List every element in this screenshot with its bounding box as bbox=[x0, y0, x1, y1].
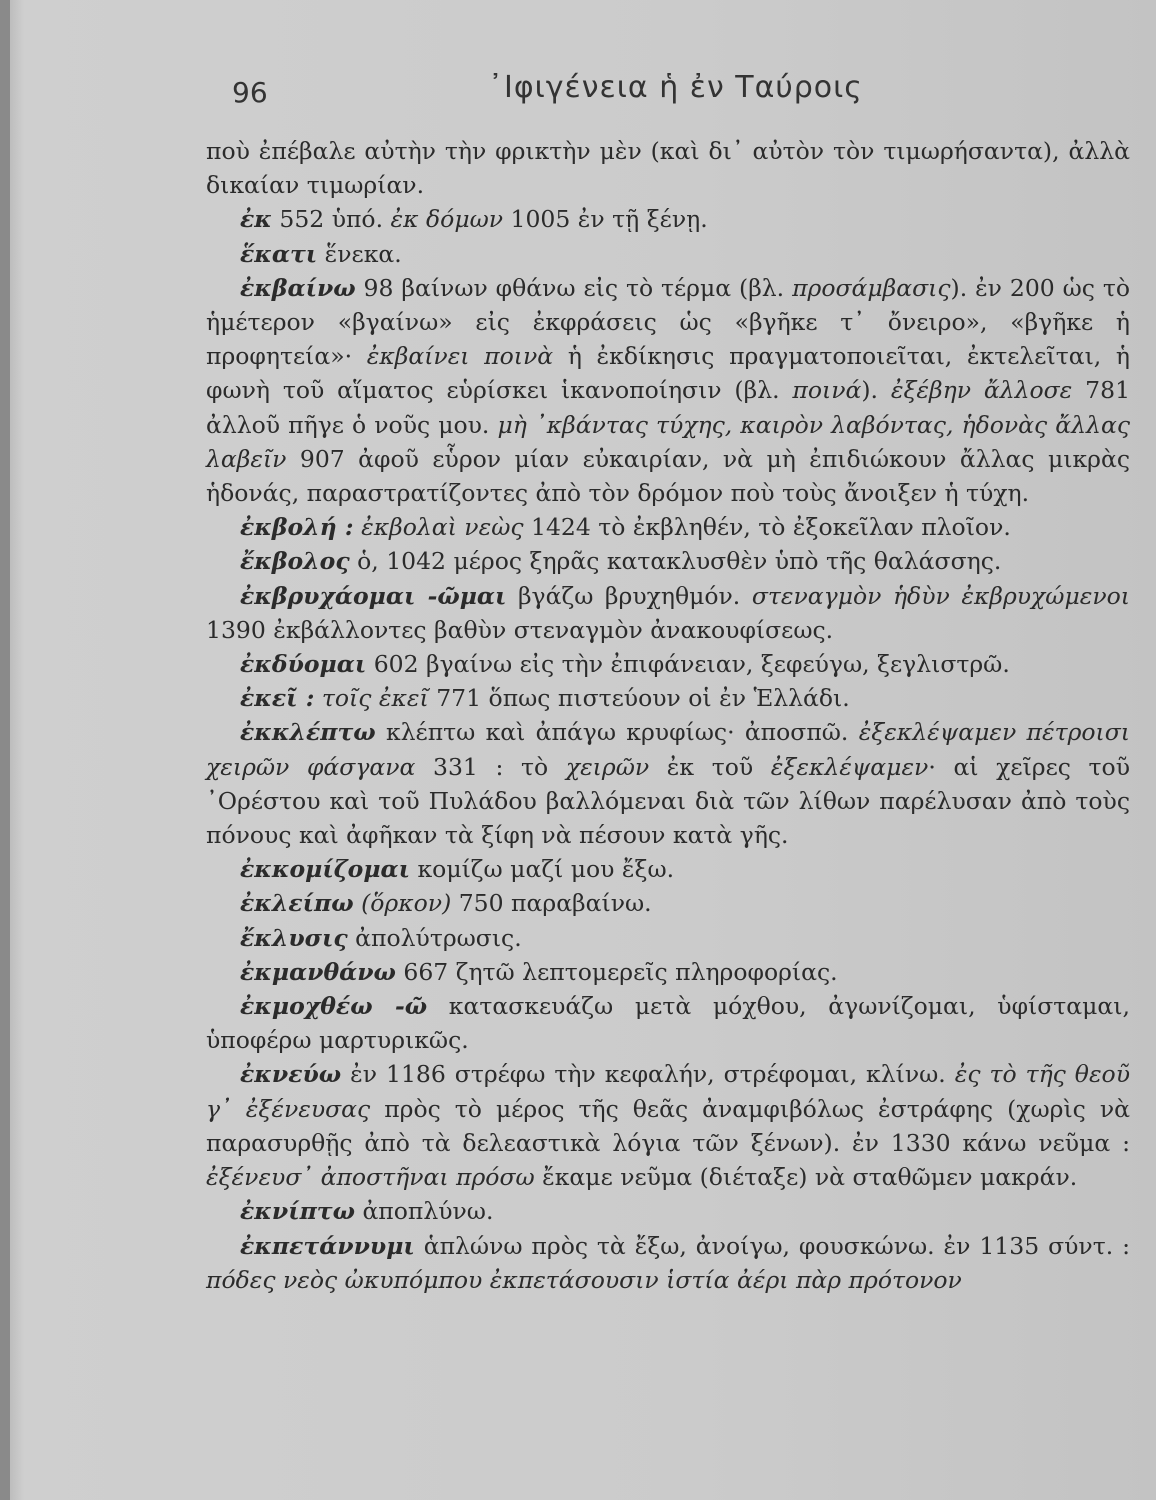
entry-quotation: στεναγμὸν ἡδὺν ἐκβρυχώμενοι bbox=[751, 581, 1130, 610]
entry-text: 1390 ἐκβάλλοντες βαθὺν στεναγμὸν ἀνακουφίσεως. bbox=[206, 615, 834, 644]
page-header bbox=[10, 70, 1156, 120]
entry-quotation: ἐκβολαὶ νεὼς bbox=[361, 513, 524, 542]
entry-text: πρὸς τὸ μέρος τῆς θεᾶς ἀναμφιβόλως ἐστράφης (χωρὶς νὰ παρασυρθῇς ἀπὸ τὰ δελεαστικὰ λόγια τῶν ξένων). ἐν 1330 κάνω νεῦμα : bbox=[206, 1094, 1130, 1157]
running-title: ᾿Ιφιγένεια ἡ ἐν Ταύροις bbox=[488, 70, 863, 105]
entry-headword: ἐκμοχθέω -ῶ bbox=[240, 992, 428, 1021]
entry-quotation: μὴ ᾽κβάντας τύχης, καιρὸν λαβόντας, ἡδονὰς ἄλλας λαβεῖν bbox=[206, 410, 1130, 473]
glossary-entry bbox=[206, 1229, 1130, 1297]
entry-headword: ἐκβρυχάομαι -ῶμαι bbox=[240, 581, 507, 610]
entry-quotation: ἐξένευσ᾽ ἀποστῆναι πρόσω bbox=[206, 1163, 535, 1192]
entry-headword: ἐκνίπτω bbox=[240, 1197, 355, 1226]
glossary-entry bbox=[206, 715, 1130, 852]
entry-headword: ἐκ bbox=[240, 205, 272, 234]
entry-headword: ἐκδύομαι bbox=[240, 650, 367, 679]
entry-quotation: (ὅρκον) bbox=[361, 889, 452, 918]
entry-text: 667 ζητῶ λεπτομερεῖς πληροφορίας. bbox=[395, 957, 838, 986]
entry-text: ἀπολύτρωσις. bbox=[347, 923, 522, 952]
entry-text: 781 ἀλλοῦ πῆγε ὁ νοῦς μου. bbox=[206, 376, 1131, 439]
glossary-entry bbox=[206, 544, 1130, 578]
entry-text: ὁ, 1042 μέρος ξηρᾶς κατακλυσθὲν ὑπὸ τῆς θαλάσσης. bbox=[349, 547, 1002, 576]
entry-text bbox=[354, 513, 361, 541]
entry-text: ἀποπλύνω. bbox=[354, 1197, 494, 1226]
entry-text: ἐκ τοῦ bbox=[649, 752, 771, 781]
entry-quotation: ποινά bbox=[792, 376, 862, 405]
entry-text: κατασκευάζω μετὰ μόχθου, ἀγωνίζομαι, ὑφίσταμαι, ὑποφέρω μαρτυρικῶς. bbox=[206, 992, 1130, 1055]
entry-headword: ἐκβολή : bbox=[240, 513, 354, 542]
entry-text: 771 ὅπως πιστεύουν οἱ ἐν Ἑλλάδι. bbox=[428, 684, 850, 713]
entry-quotation: τοῖς ἐκεῖ bbox=[321, 684, 429, 713]
entry-text: ἕνεκα. bbox=[317, 239, 402, 268]
entry-text: · αἱ χεῖρες τοῦ ᾽Ορέστου καὶ τοῦ Πυλάδου βαλλόμεναι διὰ τῶν λίθων παρέλυσαν ἀπὸ τοὺς πόνους καὶ ἀφῆκαν τὰ ξίφη νὰ πέσουν κατὰ γῆς. bbox=[206, 752, 1130, 850]
entry-text: ἡ ἐκδίκησις πραγματοποιεῖται, ἐκτελεῖται, ἡ φωνὴ τοῦ αἵματος εὑρίσκει ἱκανοποίησιν (βλ. bbox=[206, 342, 1130, 405]
entry-quotation: πόδες νεὸς ὠκυπόμπου ἐκπετάσουσιν ἱστία ἀέρι πὰρ πρότονον bbox=[206, 1265, 962, 1294]
entry-quotation: ἐκ δόμων bbox=[390, 205, 504, 234]
entry-headword: ἐκεῖ : bbox=[240, 684, 315, 713]
entry-headword: ἕκατι bbox=[240, 239, 318, 268]
entry-headword: ἐκκλέπτω bbox=[240, 718, 376, 747]
entry-headword: ἐκνεύω bbox=[240, 1060, 342, 1089]
entry-headword: ἐκμανθάνω bbox=[240, 957, 396, 986]
entry-headword: ἔκβολος bbox=[240, 547, 350, 576]
entry-quotation: ἐξέβην ἄλλοσε bbox=[890, 376, 1073, 405]
entry-text: 602 βγαίνω εἰς τὴν ἐπιφάνειαν, ξεφεύγω, ξεγλιστρῶ. bbox=[366, 650, 1010, 679]
glossary-entry-continuation bbox=[206, 134, 1130, 202]
entry-text bbox=[314, 684, 321, 712]
entry-text: ). ἐν 200 ὡς τὸ ἡμέτερον «βγαίνω» εἰς ἐκφράσεις ὡς «βγῆκε τ᾽ ὄνειρο», «βγῆκε ἡ προφητεία»· bbox=[206, 273, 1131, 371]
glossary-entry bbox=[206, 989, 1130, 1057]
entry-text: ἐν 1186 στρέφω τὴν κεφαλήν, στρέφομαι, κλίνω. bbox=[341, 1060, 955, 1089]
glossary-entry bbox=[206, 579, 1130, 647]
entry-text: κομίζω μαζί μου ἔξω. bbox=[410, 855, 675, 884]
entry-text: ποὺ ἐπέβαλε αὐτὴν τὴν φρικτὴν μὲν (καὶ δι᾽ αὐτὸν τὸν τιμωρήσαντα), ἀλλὰ δικαίαν τιμωρίαν. bbox=[206, 137, 1130, 200]
entry-quotation: χειρῶν bbox=[565, 752, 650, 781]
entry-text: 331 : τὸ bbox=[415, 752, 566, 781]
entry-headword: ἐκβαίνω bbox=[240, 273, 356, 302]
entry-text: 907 ἀφοῦ εὗρον μίαν εὐκαιρίαν, νὰ μὴ ἐπιδιώκουν ἄλλας μικρὰς ἡδονάς, παραστρατίζοντες ἀπὸ τὸν δρόμον ποὺ τοὺς ἄνοιξεν ἡ τύχη. bbox=[206, 444, 1130, 508]
entry-headword: ἐκπετάννυμι bbox=[240, 1231, 415, 1260]
entry-text: 98 βαίνων φθάνω εἰς τὸ τέρμα (βλ. bbox=[355, 273, 793, 302]
glossary-entry bbox=[206, 1057, 1130, 1194]
entry-quotation: προσάμβασις bbox=[792, 273, 951, 302]
glossary-entry bbox=[206, 237, 1130, 271]
entry-text: 750 παραβαίνω. bbox=[451, 889, 652, 918]
glossary-entry bbox=[206, 886, 1130, 920]
entry-quotation: ἐξεκλέψαμεν bbox=[770, 752, 929, 781]
entry-quotation: ἐς τὸ τῆς θεοῦ γ᾽ ἐξένευσας bbox=[206, 1060, 1130, 1123]
glossary-entry bbox=[206, 202, 1130, 236]
entry-quotation: ἐκβαίνει ποινὰ bbox=[366, 342, 554, 371]
entry-quotation: ἐξεκλέψαμεν πέτροισι χειρῶν φάσγανα bbox=[206, 718, 1130, 781]
entry-text: βγάζω βρυχηθμόν. bbox=[506, 581, 752, 610]
entry-text: ). bbox=[861, 376, 891, 405]
glossary-body bbox=[206, 134, 1130, 1297]
glossary-entry bbox=[206, 681, 1130, 715]
entry-headword: ἔκλυσις bbox=[240, 923, 348, 952]
glossary-entry bbox=[206, 921, 1130, 955]
entry-text: 1005 ἐν τῇ ξένῃ. bbox=[503, 205, 708, 234]
entry-headword: ἐκκομίζομαι bbox=[240, 855, 411, 884]
glossary-entry bbox=[206, 1194, 1130, 1228]
page-number: 96 bbox=[232, 76, 268, 109]
entry-text: κλέπτω καὶ ἀπάγω κρυφίως· ἀποσπῶ. bbox=[375, 718, 859, 747]
glossary-entry bbox=[206, 271, 1130, 510]
glossary-entry bbox=[206, 852, 1130, 886]
entry-text: 1424 τὸ ἐκβληθέν, τὸ ἐξοκεῖλαν πλοῖον. bbox=[523, 513, 1011, 542]
entry-text: ἔκαμε νεῦμα (διέταξε) νὰ σταθῶμεν μακράν. bbox=[534, 1163, 1078, 1192]
entry-text bbox=[354, 889, 361, 917]
glossary-entry bbox=[206, 647, 1130, 681]
entry-text: 552 ὑπό. bbox=[271, 205, 391, 234]
glossary-entry bbox=[206, 510, 1130, 544]
entry-text: ἁπλώνω πρὸς τὰ ἔξω, ἀνοίγω, φουσκώνω. ἐν 1135 σύντ. : bbox=[414, 1231, 1130, 1260]
glossary-entry bbox=[206, 955, 1130, 989]
entry-headword: ἐκλείπω bbox=[240, 889, 354, 918]
